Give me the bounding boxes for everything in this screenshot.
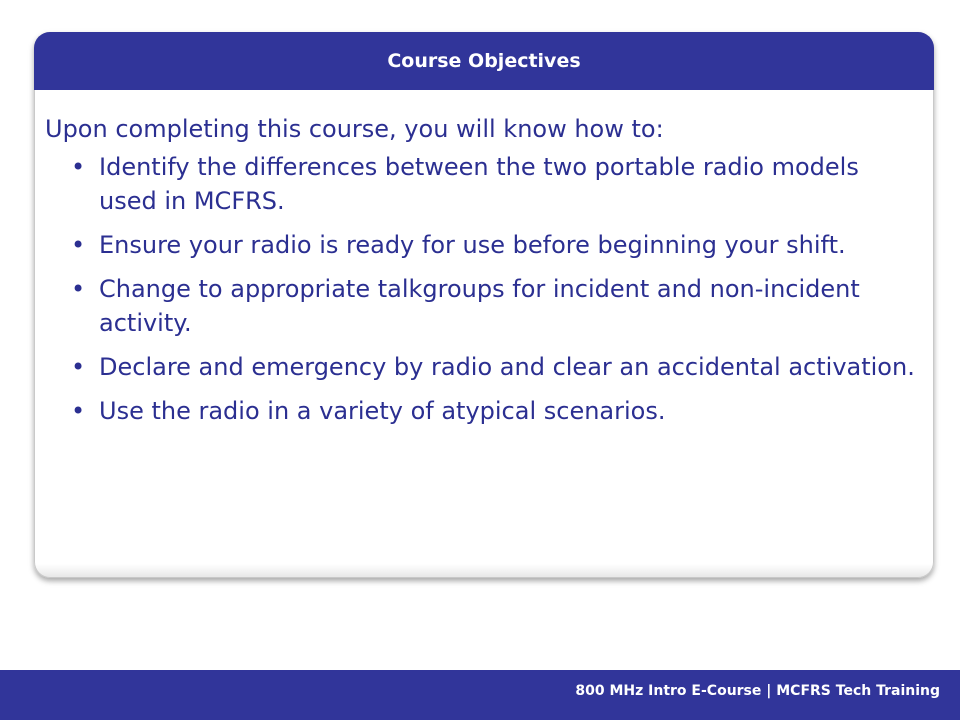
slide-title: Course Objectives [387, 50, 581, 72]
slide-title-bar [34, 32, 934, 90]
objective-item [45, 228, 920, 262]
objective-text: Use the radio in a variety of atypical scenarios. [99, 397, 666, 425]
objective-item [45, 272, 920, 340]
footer-bar [0, 670, 960, 720]
objective-text: Identify the differences between the two portable radio models used in MCFRS. [99, 153, 859, 215]
objectives-list [45, 150, 920, 428]
slide-body [45, 112, 920, 438]
content-card [34, 32, 934, 578]
intro-text: Upon completing this course, you will know how to: [45, 115, 664, 143]
bullet-icon: • [71, 275, 86, 303]
bullet-icon: • [71, 153, 86, 181]
bullet-icon: • [71, 353, 86, 381]
bullet-icon: • [71, 231, 86, 259]
objective-text: Change to appropriate talkgroups for incident and non-incident activity. [99, 275, 860, 337]
objective-text: Declare and emergency by radio and clear an accidental activation. [99, 353, 915, 381]
objective-item [45, 394, 920, 428]
objective-item [45, 150, 920, 218]
objective-item [45, 350, 920, 384]
objective-text: Ensure your radio is ready for use before beginning your shift. [99, 231, 846, 259]
footer-text: 800 MHz Intro E-Course | MCFRS Tech Training [575, 683, 940, 699]
bullet-icon: • [71, 397, 86, 425]
